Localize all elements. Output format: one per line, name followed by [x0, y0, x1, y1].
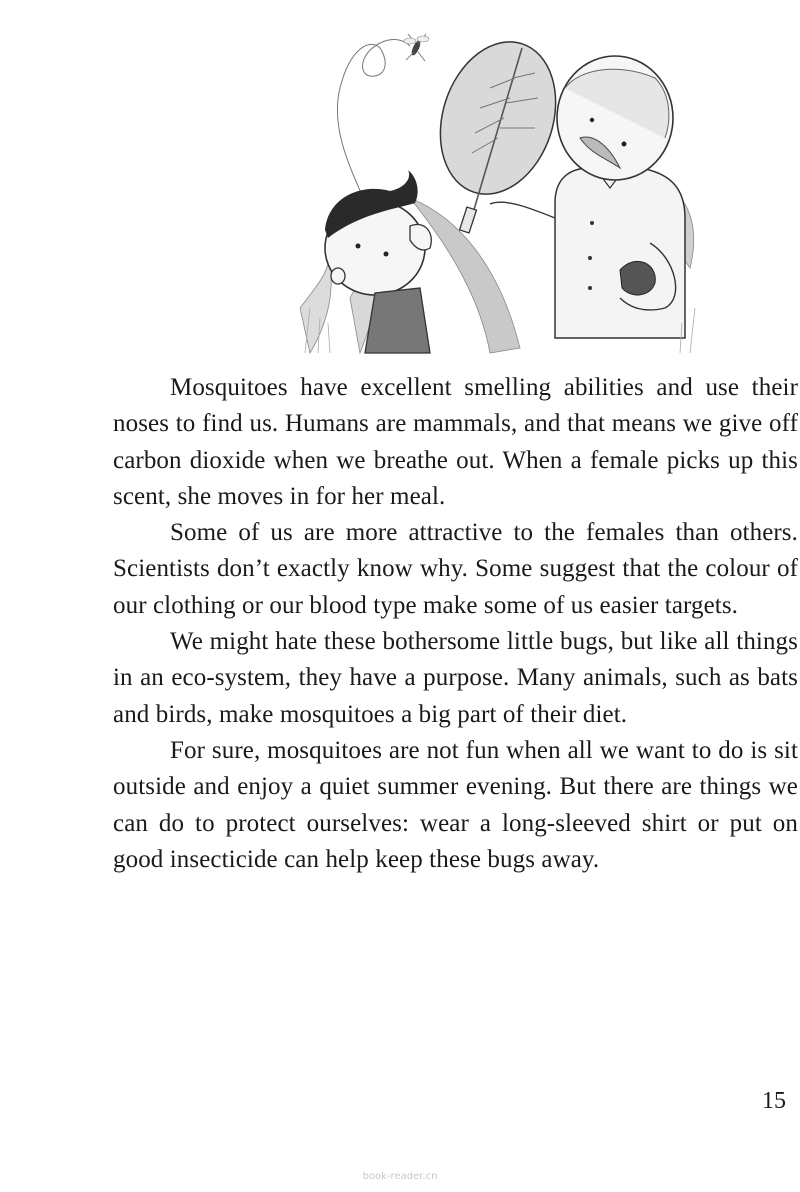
watermark: book-reader.cn	[362, 1171, 438, 1182]
illustration-art	[290, 8, 710, 358]
boy	[325, 170, 431, 353]
mosquito-flight-path	[337, 40, 410, 213]
mosquito-icon	[404, 34, 429, 61]
paragraph-1: Mosquitoes have excellent smelling abilities and use their noses to find us. Humans are mammals, and that means we give off carbon dioxide when we breathe out. When a female picks up this scent, she moves in for her meal.	[113, 374, 798, 510]
page-number: 15	[762, 1088, 786, 1114]
paragraph-4: For sure, mosquitoes are not fun when all we want to do is sit outside and enjoy a quiet summer evening. But there are things we can do to protect ourselves: wear a long-sleeved shirt or put on good insecticide can help keep these bugs away.	[113, 736, 798, 873]
paragraph-2: Some of us are more attractive to the females than others. Scientists don’t exactly know why. Some suggest that the colour of our clothing or our blood type make some of us easier targets.	[113, 519, 798, 619]
paragraph-3: We might hate these bothersome little bugs, but like all things in an eco-system, they have a purpose. Many animals, such as bats and birds, make mosquitoes a big part of their diet.	[113, 628, 798, 728]
body-text	[113, 370, 798, 878]
illustration-boy-and-old-man	[290, 8, 710, 358]
